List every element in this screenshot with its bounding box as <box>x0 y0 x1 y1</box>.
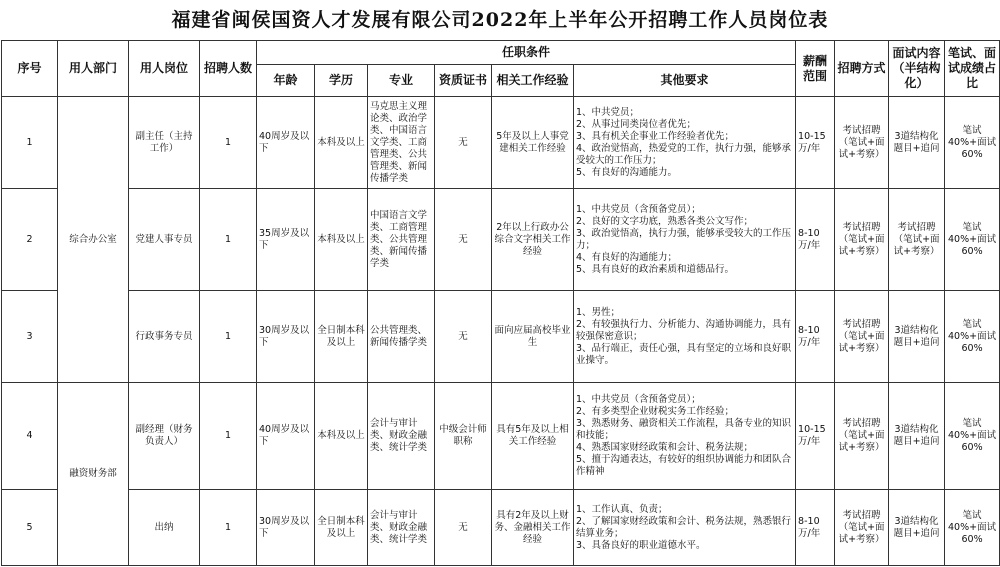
cell-seq: 2 <box>2 189 58 291</box>
cell-post: 党建人事专员 <box>129 189 200 291</box>
cell-cert: 无 <box>435 97 492 189</box>
requirement-line: 2、了解国家财经政策和会计、税务法规，熟悉银行结算业务； <box>576 515 792 539</box>
requirement-line: 1、中共党员（含预备党员）； <box>576 394 701 405</box>
cell-post: 副主任（主持工作） <box>129 97 200 189</box>
cell-other <box>574 97 796 189</box>
requirement-line: 1、中共党员； <box>576 106 640 118</box>
requirement-line: 3、具有机关企事业工作经验者优先； <box>576 130 735 142</box>
cell-interview: 3道结构化题目+追问 <box>889 490 945 566</box>
requirement-line: 2、良好的文字功底，熟悉各类公文写作； <box>576 215 754 227</box>
cell-ratio: 笔试40%+面试60% <box>945 383 1000 490</box>
header-cert: 资质证书 <box>435 65 492 97</box>
cell-post: 出纳 <box>129 490 200 566</box>
cell-cert: 无 <box>435 490 492 566</box>
cell-cert: 无 <box>435 189 492 291</box>
cell-seq: 3 <box>2 291 58 383</box>
table-row <box>2 291 1000 383</box>
cell-ratio: 笔试40%+面试60% <box>945 189 1000 291</box>
table-row <box>2 189 1000 291</box>
cell-dept-finance: 融资财务部 <box>58 383 129 566</box>
requirement-line: 2、从事过同类岗位者优先； <box>576 118 697 130</box>
table-row <box>2 490 1000 566</box>
cell-edu: 全日制本科及以上 <box>315 490 368 566</box>
cell-age: 40周岁及以下 <box>257 383 315 490</box>
cell-count: 1 <box>200 291 257 383</box>
cell-major: 公共管理类、新闻传播学类 <box>368 291 435 383</box>
cell-edu: 本科及以上 <box>315 383 368 490</box>
cell-other <box>574 291 796 383</box>
header-conditions: 任职条件 <box>257 41 796 65</box>
header-dept: 用人部门 <box>58 41 129 97</box>
header-major: 专业 <box>368 65 435 97</box>
cell-other <box>574 189 796 291</box>
cell-exp: 具有2年及以上财务、金融相关工作经验 <box>492 490 574 566</box>
cell-seq: 1 <box>2 97 58 189</box>
page-title: 福建省闽侯国资人才发展有限公司2022年上半年公开招聘工作人员岗位表 <box>171 9 829 31</box>
cell-dept-office: 综合办公室 <box>58 97 129 383</box>
cell-salary: 10-15万/年 <box>796 97 835 189</box>
cell-age: 30周岁及以下 <box>257 490 315 566</box>
cell-salary: 8-10万/年 <box>796 189 835 291</box>
cell-edu: 全日制本科及以上 <box>315 291 368 383</box>
cell-post: 副经理（财务负责人） <box>129 383 200 490</box>
cell-exp: 5年及以上人事党建相关工作经验 <box>492 97 574 189</box>
cell-count: 1 <box>200 189 257 291</box>
requirement-line: 1、中共党员（含预备党员）； <box>576 203 701 215</box>
header-age: 年龄 <box>257 65 315 97</box>
cell-interview: 3道结构化题目+追问 <box>889 383 945 490</box>
requirement-line: 5、有良好的沟通能力。 <box>576 166 678 178</box>
cell-ratio: 笔试40%+面试60% <box>945 490 1000 566</box>
cell-major: 马克思主义理论类、政治学类、中国语言文学类、工商管理类、公共管理类、新闻传播学类 <box>368 97 435 189</box>
header-seq: 序号 <box>2 41 58 97</box>
requirement-line: 4、政治觉悟高，热爱党的工作，执行力强，能够承受较大的工作压力； <box>576 142 792 166</box>
cell-exp: 2年以上行政办公综合文字相关工作经验 <box>492 189 574 291</box>
cell-method: 考试招聘（笔试+面试+考察） <box>835 383 889 490</box>
cell-salary: 8-10万/年 <box>796 291 835 383</box>
cell-other <box>574 383 796 490</box>
cell-cert: 中级会计师职称 <box>435 383 492 490</box>
table-row <box>2 383 1000 490</box>
cell-interview: 3道结构化题目+追问 <box>889 291 945 383</box>
requirement-line: 1、男性； <box>576 306 621 318</box>
cell-major: 会计与审计类、财政金融类、统计学类 <box>368 490 435 566</box>
cell-exp: 面向应届高校毕业生 <box>492 291 574 383</box>
requirement-line: 4、熟悉国家财经政策和会计、税务法规； <box>576 442 754 453</box>
cell-method: 考试招聘（笔试+面试+考察） <box>835 291 889 383</box>
requirement-line: 1、工作认真、负责； <box>576 503 668 515</box>
cell-age: 30周岁及以下 <box>257 291 315 383</box>
header-count: 招聘人数 <box>200 41 257 97</box>
cell-major: 会计与审计类、财政金融类、统计学类 <box>368 383 435 490</box>
cell-major: 中国语言文学类、工商管理类、公共管理类、新闻传播学类 <box>368 189 435 291</box>
header-other: 其他要求 <box>574 65 796 97</box>
requirement-line: 5、擅于沟通表达，有较好的组织协调能力和团队合作精神 <box>576 454 792 477</box>
cell-edu: 本科及以上 <box>315 97 368 189</box>
cell-ratio: 笔试40%+面试60% <box>945 291 1000 383</box>
cell-count: 1 <box>200 383 257 490</box>
cell-age: 40周岁及以下 <box>257 97 315 189</box>
requirement-line: 2、有多类型企业财税实务工作经验； <box>576 406 735 417</box>
cell-seq: 5 <box>2 490 58 566</box>
header-post: 用人岗位 <box>129 41 200 97</box>
cell-seq: 4 <box>2 383 58 490</box>
table-row <box>2 97 1000 189</box>
cell-method: 考试招聘（笔试+面试+考察） <box>835 189 889 291</box>
requirement-line: 3、熟悉财务、融资相关工作流程，具备专业的知识和技能； <box>576 418 792 441</box>
requirement-line: 4、有良好的沟通能力； <box>576 251 678 263</box>
cell-ratio: 笔试40%+面试60% <box>945 97 1000 189</box>
header-interview: 面试内容（半结构化） <box>889 41 945 97</box>
cell-edu: 本科及以上 <box>315 189 368 291</box>
requirement-line: 3、具备良好的职业道德水平。 <box>576 539 706 551</box>
requirement-line: 2、有较强执行力、分析能力、沟通协调能力，具有较强保密意识； <box>576 318 792 342</box>
cell-post: 行政事务专员 <box>129 291 200 383</box>
cell-count: 1 <box>200 97 257 189</box>
requirement-line: 3、品行端正，责任心强，具有坚定的立场和良好职业操守。 <box>576 342 792 366</box>
header-edu: 学历 <box>315 65 368 97</box>
positions-table <box>1 40 1000 566</box>
cell-count: 1 <box>200 490 257 566</box>
cell-interview: 考试招聘（笔试+面试+考察） <box>889 189 945 291</box>
cell-other <box>574 490 796 566</box>
cell-method: 考试招聘（笔试+面试+考察） <box>835 490 889 566</box>
requirement-line: 3、政治觉悟高，执行力强，能够承受较大的工作压力； <box>576 227 792 251</box>
cell-salary: 8-10万/年 <box>796 490 835 566</box>
header-exp: 相关工作经验 <box>492 65 574 97</box>
cell-cert: 无 <box>435 291 492 383</box>
cell-interview: 3道结构化题目+追问 <box>889 97 945 189</box>
header-method: 招聘方式 <box>835 41 889 97</box>
header-ratio: 笔试、面试成绩占比 <box>945 41 1000 97</box>
cell-salary: 10-15万/年 <box>796 383 835 490</box>
cell-exp: 具有5年及以上相关工作经验 <box>492 383 574 490</box>
requirement-line: 5、具有良好的政治素质和道德品行。 <box>576 263 735 275</box>
cell-age: 35周岁及以下 <box>257 189 315 291</box>
cell-method: 考试招聘（笔试+面试+考察） <box>835 97 889 189</box>
header-salary: 薪酬范围 <box>796 41 835 97</box>
